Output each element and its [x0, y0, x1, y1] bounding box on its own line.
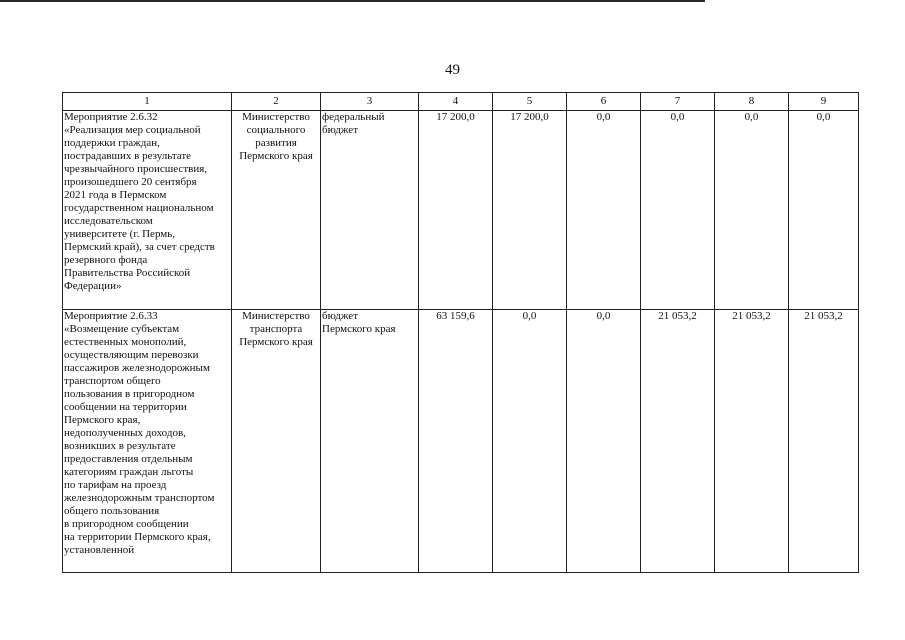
- activity-description: Мероприятие 2.6.33 «Возмещение субъектам естественных монополий, осуществляющим перевозки пассажиров железнодорожным транспортом общего пользования в пригородном сообщении на территории Пермского края, недополученных доходов, возникших в результате предоставления отдельным категориям граждан льготы по тарифам на проезд железнодорожным транспортом общего пользования в пригородном сообщении на территории Пермского края, установленной: [63, 310, 232, 573]
- scan-border-line: [0, 0, 705, 2]
- value-col-5: 17 200,0: [493, 111, 567, 310]
- column-header-8: 8: [715, 93, 789, 111]
- value-col-6: 0,0: [567, 111, 641, 310]
- value-col-8: 0,0: [715, 111, 789, 310]
- executor-cell: Министерство социального развития Пермского края: [232, 111, 321, 310]
- column-header-1: 1: [63, 93, 232, 111]
- activity-description: Мероприятие 2.6.32 «Реализация мер социальной поддержки граждан, пострадавших в результате чрезвычайного происшествия, произошедшего 20 сентября 2021 года в Пермском государственном национальном исследовательском университете (г. Пермь, Пермский край), за счет средств резервного фонда Правительства Российской Федерации»: [63, 111, 232, 310]
- value-col-9: 0,0: [789, 111, 859, 310]
- column-header-9: 9: [789, 93, 859, 111]
- funding-source-cell: федеральный бюджет: [321, 111, 419, 310]
- executor-cell: Министерство транспорта Пермского края: [232, 310, 321, 573]
- value-col-8: 21 053,2: [715, 310, 789, 573]
- column-header-6: 6: [567, 93, 641, 111]
- column-header-2: 2: [232, 93, 321, 111]
- value-col-4: 17 200,0: [419, 111, 493, 310]
- table-row: [63, 111, 859, 310]
- value-col-4: 63 159,6: [419, 310, 493, 573]
- page-number: 49: [445, 62, 460, 78]
- program-activities-table: [62, 92, 859, 573]
- table-header-row: [63, 93, 859, 111]
- table-row: [63, 310, 859, 573]
- value-col-6: 0,0: [567, 310, 641, 573]
- column-header-4: 4: [419, 93, 493, 111]
- funding-source-cell: бюджет Пермского края: [321, 310, 419, 573]
- value-col-9: 21 053,2: [789, 310, 859, 573]
- column-header-3: 3: [321, 93, 419, 111]
- column-header-5: 5: [493, 93, 567, 111]
- column-header-7: 7: [641, 93, 715, 111]
- value-col-7: 21 053,2: [641, 310, 715, 573]
- value-col-5: 0,0: [493, 310, 567, 573]
- value-col-7: 0,0: [641, 111, 715, 310]
